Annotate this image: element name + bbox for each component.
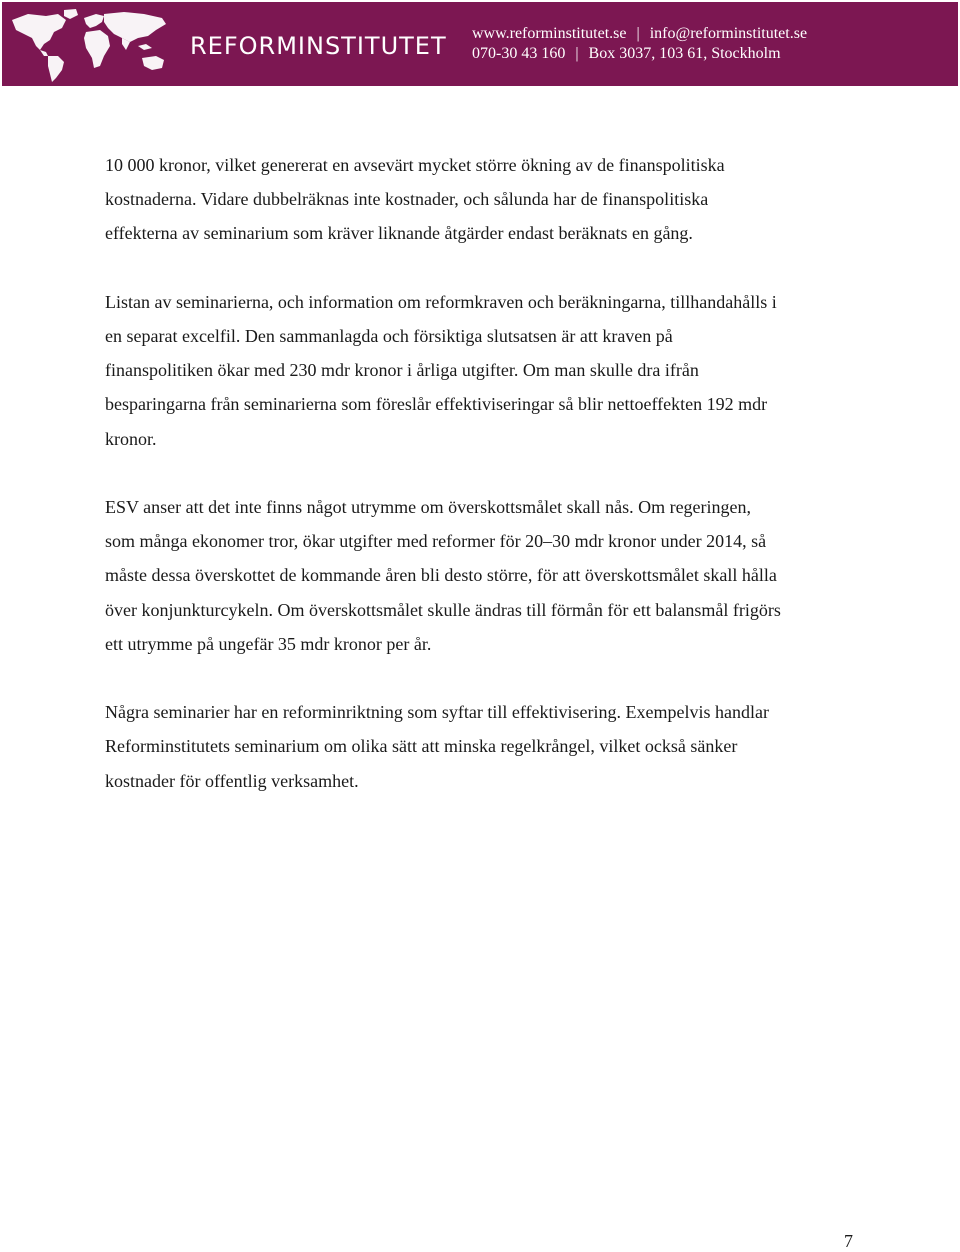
page-header	[2, 2, 958, 86]
text-line: 10 000 kronor, vilket genererat en avsevärt mycket större ökning av de finanspolitiska	[105, 155, 725, 175]
contact-info	[472, 24, 807, 64]
text-line: ESV anser att det inte finns något utrymme om överskottsmålet skall nås. Om regeringen,	[105, 497, 752, 517]
phone-number: 070-30 43 160	[472, 45, 566, 62]
separator: |	[575, 45, 579, 62]
paragraph-3	[105, 490, 865, 661]
text-line: kostnader för offentlig verksamhet.	[105, 770, 359, 791]
paragraph-1	[105, 148, 865, 251]
contact-line-1	[472, 24, 807, 44]
text-line: kronor.	[105, 428, 157, 449]
text-line: Reforminstitutets seminarium om olika sätt att minska regelkrångel, vilket också sänker	[105, 736, 738, 757]
text-line: Listan av seminarierna, och information om reformkraven och beräkningarna, tillhandahålls i	[105, 291, 777, 312]
document-body	[105, 148, 865, 832]
contact-line-2	[472, 44, 807, 64]
brand-name: REFORMINSTITUTET	[190, 32, 447, 60]
text-line: en separat excelfil. Den sammanlagda och försiktiga slutsatsen är att kraven på	[105, 326, 673, 346]
text-line: över konjunkturcykeln. Om överskottsmålet skulle ändras till förmån för ett balansmål frigörs	[105, 599, 781, 620]
text-line: måste dessa överskottet de kommande åren bli desto större, för att överskottsmålet skall hålla	[105, 565, 777, 586]
text-line: Några seminarier har en reforminriktning som syftar till effektivisering. Exempelvis handlar	[105, 702, 769, 723]
text-line: finanspolitiken ökar med 230 mdr kronor i årliga utgifter. Om man skulle dra ifrån	[105, 360, 699, 381]
website-link[interactable]: www.reforminstitutet.se	[472, 25, 627, 42]
text-line: som många ekonomer tror, ökar utgifter med reformer för 20–30 mdr kronor under 2014, så	[105, 531, 767, 552]
text-line: besparingarna från seminarierna som föreslår effektiviseringar så blir nettoeffekten 192 mdr	[105, 394, 768, 415]
address: Box 3037, 103 61, Stockholm	[588, 45, 781, 62]
email-link[interactable]: info@reforminstitutet.se	[649, 25, 808, 42]
text-line: effekterna av seminarium som kräver liknande åtgärder endast beräknats en gång.	[105, 223, 693, 244]
separator: |	[636, 25, 640, 42]
text-line: ett utrymme på ungefär 35 mdr kronor per år.	[105, 633, 432, 654]
paragraph-2	[105, 285, 865, 456]
paragraph-4	[105, 695, 865, 798]
world-map-icon	[6, 6, 176, 84]
text-line: kostnaderna. Vidare dubbelräknas inte kostnader, och sålunda har de finanspolitiska	[105, 189, 709, 210]
page-number: 7	[844, 1231, 853, 1251]
